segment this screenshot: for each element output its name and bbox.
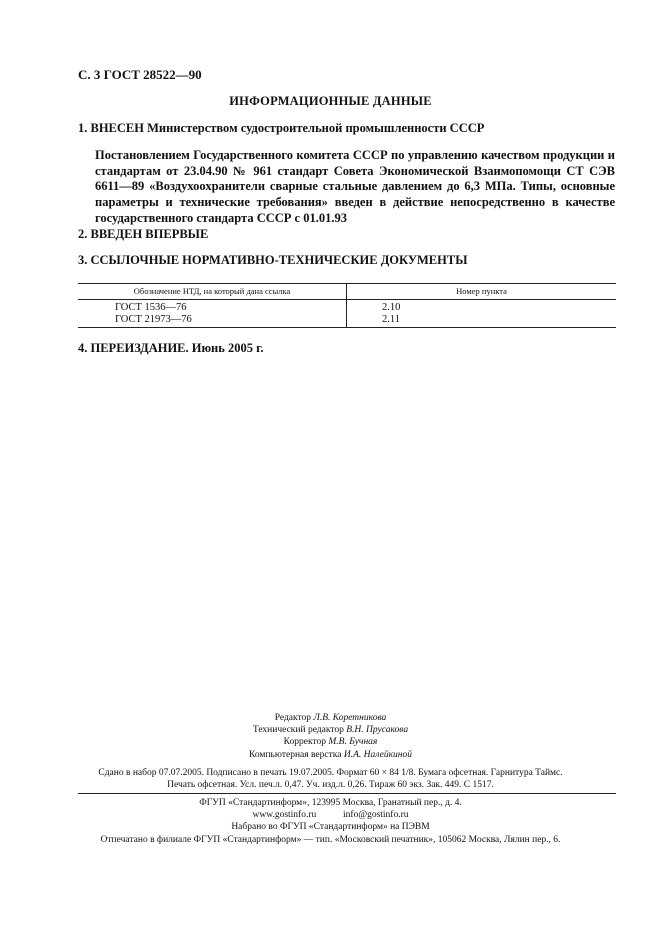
table-header-rule [78, 299, 616, 300]
credit-person: В.Н. Прусакова [346, 725, 409, 736]
print-info-line-2: Печать офсетная. Усл. печ.л. 0,47. Уч. изд.л. 0,26. Тираж 60 экз. Зак. 449. С 1517. [167, 780, 494, 791]
imprint-divider [78, 793, 616, 794]
credit-role: Компьютерная верстка [249, 749, 342, 760]
table-header-clause: Номер пункта [456, 286, 507, 296]
table-cell-doc-2: ГОСТ 21973—76 [115, 314, 192, 325]
table-cell-clause-1: 2.10 [382, 302, 401, 313]
page-header: С. 3 ГОСТ 28522—90 [78, 67, 202, 82]
credit-editor [0, 712, 661, 724]
credit-role: Редактор [274, 713, 312, 723]
credit-role: Технический редактор [252, 725, 344, 736]
credit-corrector [0, 736, 661, 748]
publisher-address: ФГУП «Стандартинформ», 123995 Москва, Гранатный пер., д. 4. [199, 798, 462, 808]
print-info-line-1: Сдано в набор 07.07.2005. Подписано в печать 19.07.2005. Формат 60 × 84 1/8. Бумага офсетная. Гарнитура Таймс. [98, 768, 563, 778]
credit-layout [0, 749, 661, 761]
print-info [0, 767, 661, 791]
publisher-info [0, 797, 661, 846]
staff-credits [0, 712, 661, 761]
publisher-email: info@gostinfo.ru [343, 810, 409, 821]
table-header-document: Обозначение НТД, на который дана ссылка [133, 286, 291, 296]
publisher-typeset: Набрано во ФГУП «Стандартинформ» на ПЭВМ [231, 822, 430, 833]
publisher-contacts [0, 809, 661, 821]
section-3-heading: 3. ССЫЛОЧНЫЕ НОРМАТИВНО-ТЕХНИЧЕСКИЕ ДОКУМЕНТЫ [78, 253, 468, 267]
table-cell-clause-2: 2.11 [382, 314, 400, 325]
table-bottom-rule [78, 327, 616, 328]
document-title: ИНФОРМАЦИОННЫЕ ДАННЫЕ [229, 94, 432, 108]
credit-person: И.А. Налейкиной [343, 749, 412, 760]
table-cell-doc-1: ГОСТ 1536—76 [115, 302, 187, 313]
credit-tech-editor [0, 724, 661, 736]
credit-role: Корректор [283, 737, 326, 748]
table-top-rule [78, 283, 616, 284]
publisher-website: www.gostinfo.ru [252, 810, 317, 821]
section-1-heading: 1. ВНЕСЕН Министерством судостроительной промышленности СССР [78, 121, 485, 135]
section-2-heading: 2. ВВЕДЕН ВПЕРВЫЕ [78, 227, 209, 241]
section-4-heading: 4. ПЕРЕИЗДАНИЕ. Июнь 2005 г. [78, 341, 264, 355]
credit-person: М.В. Бучная [328, 737, 378, 748]
credit-person: Л.В. Коретникова [313, 713, 387, 723]
section-1-paragraph: Постановлением Государственного комитета СССР по управлению качеством продукции и стандартам от 23.04.90 № 961 стандарт Совета Экономической Взаимопомощи СТ СЭВ 6611—89 «Воздухоохранители сварные стальные давлением до 6,3 МПа. Типы, основные параметры и технические требования» введен в действие непосредственно в качестве государственного стандарта СССР с 01.01.93 [95, 148, 615, 225]
publisher-printed: Отпечатано в филиале ФГУП «Стандартинформ» — тип. «Московский печатник», 105062 Москва, Лялин пер., 6. [100, 834, 561, 845]
